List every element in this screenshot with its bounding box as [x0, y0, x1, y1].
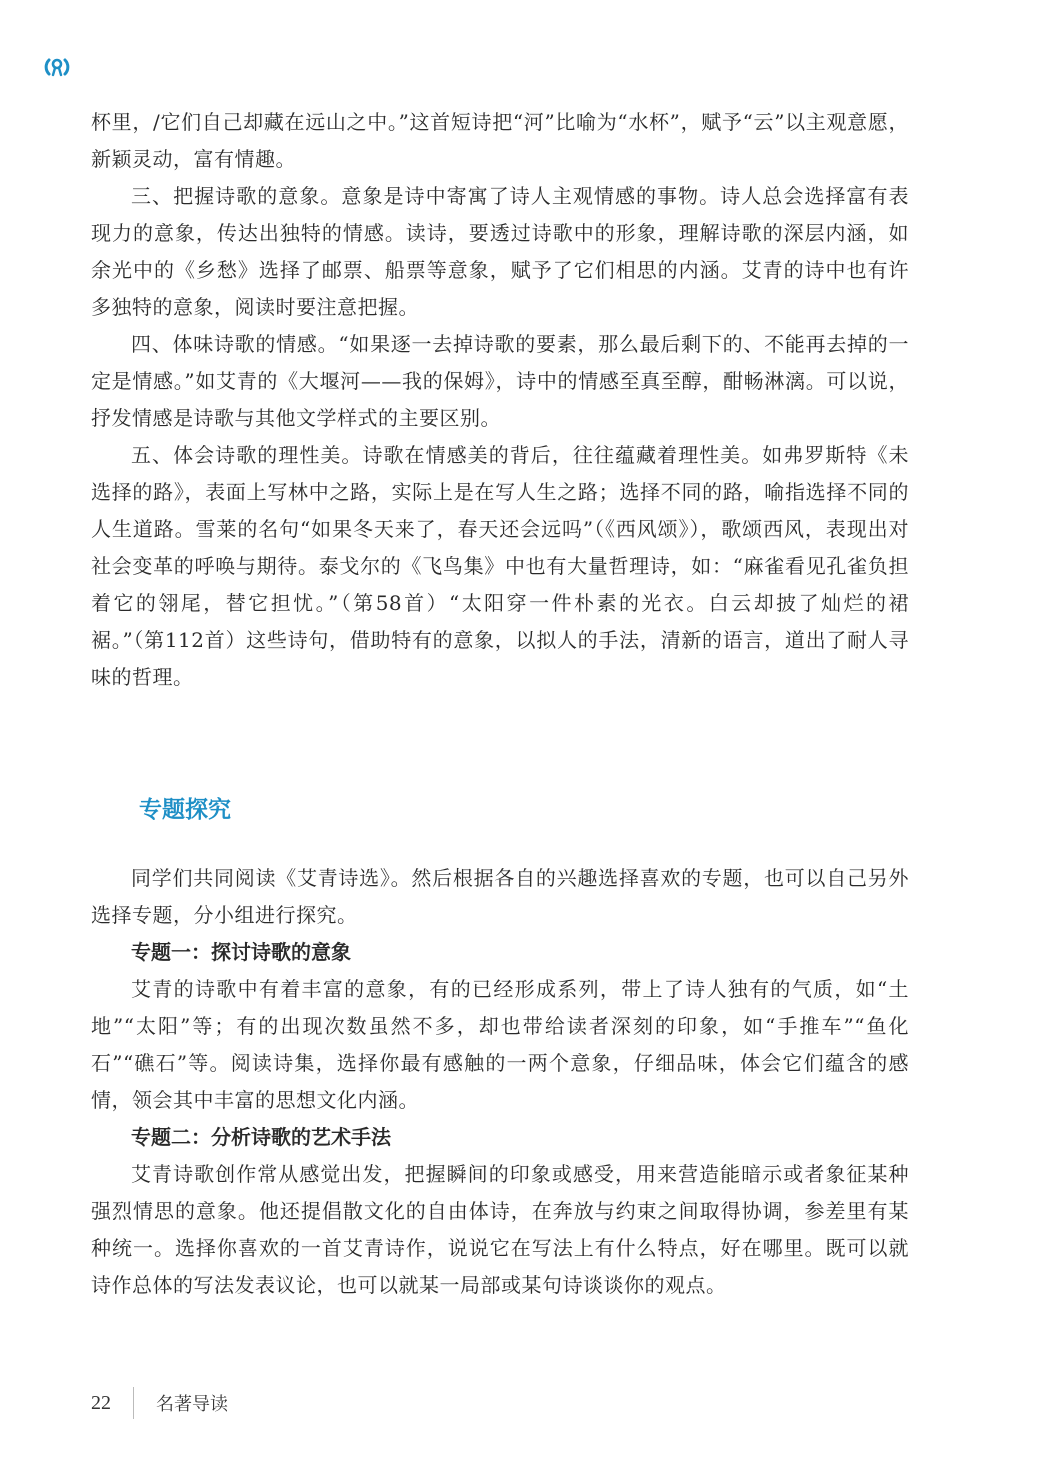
page-footer — [91, 1385, 228, 1421]
topic-one-heading: 专题一：探讨诗歌的意象 — [131, 940, 351, 964]
footer-divider — [133, 1387, 134, 1419]
section-title: 专题探究 — [139, 797, 231, 823]
topic-two-body: 艾青诗歌创作常从感觉出发，把握瞬间的印象或感受，用来营造能暗示或者象征某种强烈情思的意象。他还提倡散文化的自由体诗，在奔放与约束之间取得协调，参差里有某种统一。选择你喜欢的一首艾青诗作，说说它在写法上有什么特点，好在哪里。既可以就诗作总体的写法发表议论，也可以就某一局部或某句诗谈谈你的观点。 — [91, 1162, 909, 1297]
paragraph-emotion: 四、体味诗歌的情感。“如果逐一去掉诗歌的要素，那么最后剩下的、不能再去掉的一定是情感。”如艾青的《大堰河——我的保姆》，诗中的情感至真至醇，酣畅淋漓。可以说，抒发情感是诗歌与其他文学样式的主要区别。 — [91, 332, 909, 430]
topics-intro: 同学们共同阅读《艾青诗选》。然后根据各自的兴趣选择喜欢的专题，也可以自己另外选择专题，分小组进行探究。 — [91, 866, 909, 927]
paragraph-imagery: 三、把握诗歌的意象。意象是诗中寄寓了诗人主观情感的事物。诗人总会选择富有表现力的意象，传达出独特的情感。读诗，要透过诗歌中的形象，理解诗歌的深层内涵，如余光中的《乡愁》选择了邮票、船票等意象，赋予了它们相思的内涵。艾青的诗中也有许多独特的意象，阅读时要注意把握。 — [91, 184, 909, 319]
body-text-top — [91, 104, 909, 696]
paragraph-continued: 杯里，/它们自己却藏在远山之中。”这首短诗把“河”比喻为“水杯”，赋予“云”以主观意愿，新颖灵动，富有情趣。 — [91, 110, 909, 171]
paragraph-rational-beauty: 五、体会诗歌的理性美。诗歌在情感美的背后，往往蕴藏着理性美。如弗罗斯特《未选择的路》，表面上写林中之路，实际上是在写人生之路；选择不同的路，喻指选择不同的人生道路。雪莱的名句“如果冬天来了，春天还会远吗”（《西风颂》），歌颂西风，表现出对社会变革的呼唤与期待。泰戈尔的《飞鸟集》中也有大量哲理诗，如：“麻雀看见孔雀负担着它的翎尾，替它担忧。”（第58首）“太阳穿一件朴素的光衣。白云却披了灿烂的裙裾。”（第112首）这些诗句，借助特有的意象，以拟人的手法，清新的语言，道出了耐人寻味的哲理。 — [91, 443, 909, 689]
page-number: 22 — [91, 1391, 111, 1414]
body-text-topics — [91, 860, 909, 1304]
topic-two-heading: 专题二：分析诗歌的艺术手法 — [131, 1125, 391, 1149]
reading-badge-icon — [44, 54, 70, 80]
book-label: 名著导读 — [156, 1394, 228, 1415]
topic-one-body: 艾青的诗歌中有着丰富的意象，有的已经形成系列，带上了诗人独有的气质，如“土地”“太阳”等；有的出现次数虽然不多，却也带给读者深刻的印象，如“手推车”“鱼化石”“礁石”等。阅读诗集，选择你最有感触的一两个意象，仔细品味，体会它们蕴含的感情，领会其中丰富的思想文化内涵。 — [91, 977, 909, 1112]
